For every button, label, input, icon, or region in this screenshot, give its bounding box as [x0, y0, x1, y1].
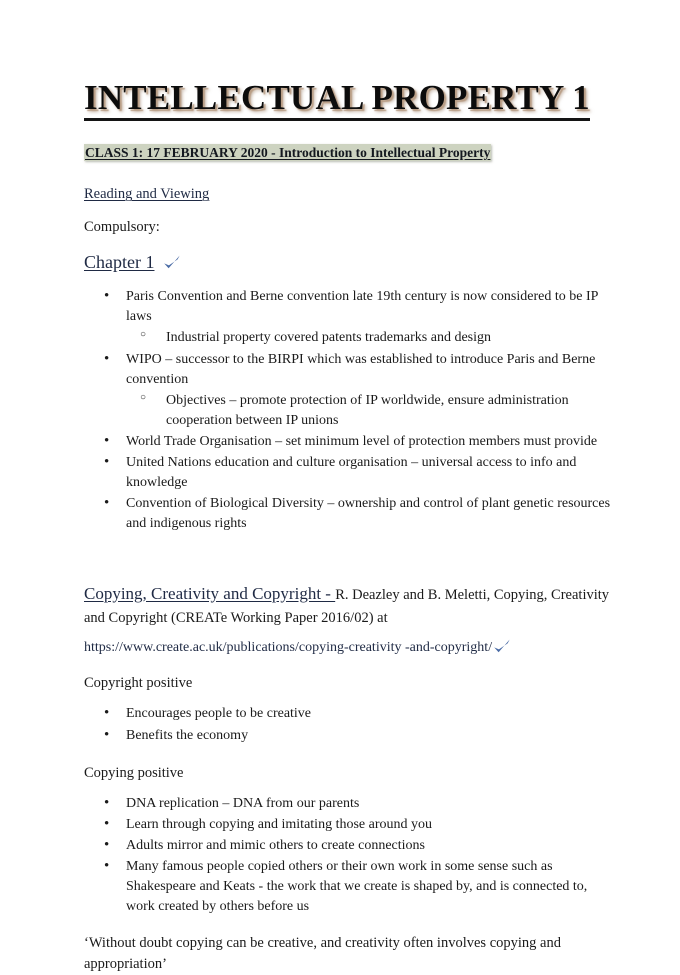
copying-positive-list — [84, 794, 614, 917]
list-item-text: WIPO – successor to the BIRPI which was established to introduce Paris and Berne convention — [126, 351, 596, 387]
sub-list-item-text: Objectives – promote protection of IP worldwide, ensure administration cooperation between IP unions — [166, 392, 569, 428]
list-item — [84, 794, 614, 814]
list-item — [84, 287, 614, 348]
list-item — [84, 836, 614, 856]
source-heading: Copying, Creativity and Copyright - — [84, 583, 336, 603]
sub-bullet-list — [126, 328, 614, 348]
source-heading-row — [84, 582, 614, 630]
list-item-text: Paris Convention and Berne convention late 19th century is now considered to be IP laws — [126, 289, 598, 325]
list-item-text: Many famous people copied others or their own work in some sense such as Shakespeare and Keats - the work that we create is shaped by, and is connected to, work created by others before us — [126, 858, 588, 914]
list-item — [84, 704, 614, 724]
compulsory-label: Compulsory: — [84, 219, 160, 236]
sub-list-item — [126, 391, 614, 431]
source-url-link[interactable]: https://www.create.ac.uk/publications/copying-creativity -and-copyright/ — [84, 639, 493, 655]
sub-list-item — [126, 328, 614, 348]
copying-positive-label: Copying positive — [84, 764, 184, 781]
closing-quote: ‘Without doubt copying can be creative, and creativity often involves copying and appropriation’ — [84, 934, 561, 972]
document-body — [84, 78, 614, 975]
check-icon — [492, 637, 512, 657]
source-citation: R. Deazley and B. Meletti, Copying, Creativity and Copyright (CREATe Working Paper 2016/02) at — [84, 586, 610, 627]
list-item-text: World Trade Organisation – set minimum level of protection members must provide — [126, 433, 598, 449]
page-title: INTELLECTUAL PROPERTY 1 — [84, 78, 590, 121]
chapter-heading-row — [84, 252, 614, 273]
sub-list-item-text: Industrial property covered patents trademarks and design — [166, 330, 492, 346]
list-item-text: Benefits the economy — [126, 727, 249, 743]
source-url-row — [84, 637, 614, 657]
list-item — [84, 432, 614, 452]
list-item-text: Adults mirror and mimic others to create connections — [126, 837, 425, 853]
list-item — [84, 857, 614, 917]
list-item — [84, 453, 614, 493]
list-item-text: Learn through copying and imitating those around you — [126, 816, 432, 832]
spacer — [84, 747, 614, 763]
copyright-positive-list — [84, 704, 614, 745]
list-item — [84, 815, 614, 835]
list-item — [84, 726, 614, 746]
check-icon — [162, 253, 182, 273]
list-item — [84, 350, 614, 431]
reading-heading: Reading and Viewing — [84, 186, 210, 203]
reading-heading-row — [84, 185, 614, 217]
class-heading: CLASS 1: 17 FEBRUARY 2020 - Introduction to Intellectual Property — [85, 145, 491, 161]
list-item — [84, 494, 614, 534]
class-heading-row — [84, 143, 614, 163]
reading-bullet-list — [84, 287, 614, 533]
list-item-text: Convention of Biological Diversity – ownership and control of plant genetic resources and indigenous rights — [126, 495, 611, 531]
list-item-text: United Nations education and culture organisation – universal access to info and knowledge — [126, 454, 577, 490]
source-section — [84, 582, 614, 975]
list-item-text: Encourages people to be creative — [126, 706, 312, 722]
chapter-heading: Chapter 1 — [84, 252, 155, 273]
sub-bullet-list — [126, 391, 614, 431]
list-item-text: DNA replication – DNA from our parents — [126, 795, 360, 811]
copyright-positive-label: Copyright positive — [84, 675, 193, 692]
